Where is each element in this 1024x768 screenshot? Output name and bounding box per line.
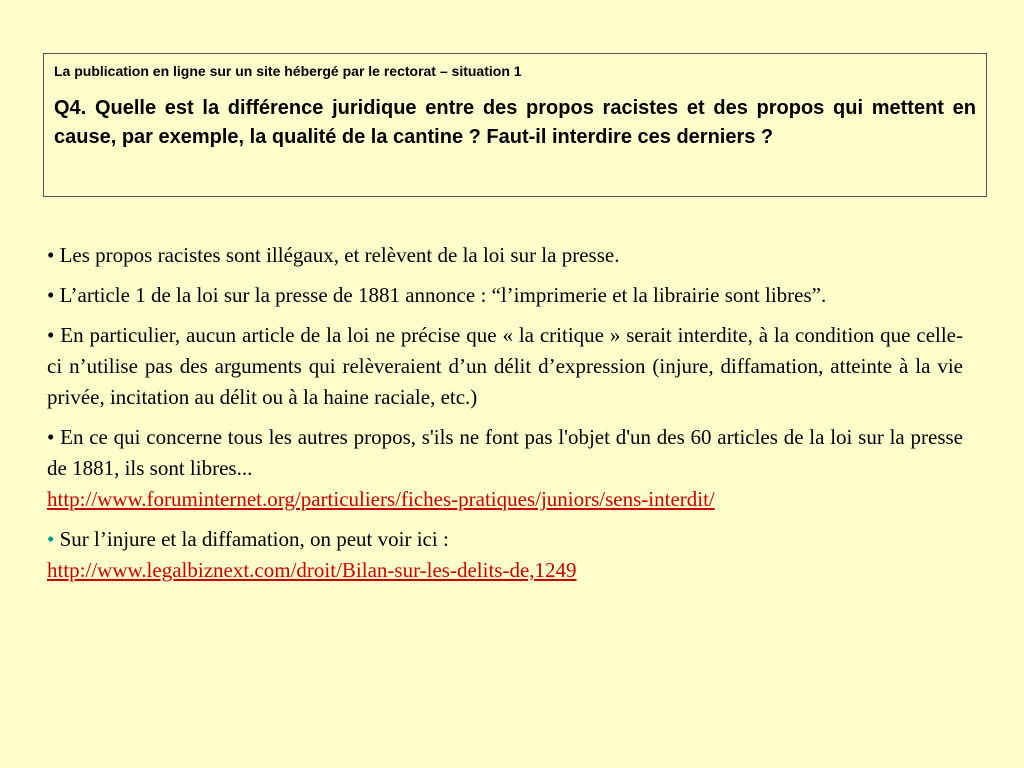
answer-content bbox=[47, 240, 963, 595]
bullet-marker-teal: • bbox=[47, 527, 55, 551]
bullet-item-4 bbox=[47, 422, 963, 515]
bullet-item-2 bbox=[47, 280, 963, 311]
foruminternet-link[interactable]: http://www.foruminternet.org/particuliers/fiches-pratiques/juniors/sens-interdit/ bbox=[47, 487, 715, 511]
bullet-text: L’article 1 de la loi sur la presse de 1881 annonce : “l’imprimerie et la librairie sont libres”. bbox=[59, 283, 827, 307]
bullet-marker: • bbox=[47, 323, 55, 347]
bullet-marker: • bbox=[47, 425, 55, 449]
bullet-text: Sur l’injure et la diffamation, on peut voir ici : bbox=[59, 527, 449, 551]
question-text: Q4. Quelle est la différence juridique entre des propos racistes et des propos qui mettent en cause, par exemple, la qualité de la cantine ? Faut-il interdire ces derniers ? bbox=[54, 97, 976, 148]
bullet-marker: • bbox=[47, 243, 55, 267]
bullet-item-1 bbox=[47, 240, 963, 271]
bullet-text: En particulier, aucun article de la loi ne précise que « la critique » serait interdite, à la condition que celle-ci n’utilise pas des arguments qui relèveraient d’un délit d’expression (injure, diffamation, atteinte à la vie privée, incitation au délit ou à la haine raciale, etc.) bbox=[47, 323, 963, 409]
bullet-text: Les propos racistes sont illégaux, et relèvent de la loi sur la presse. bbox=[59, 243, 620, 267]
bullet-item-5 bbox=[47, 524, 963, 586]
bullet-text: En ce qui concerne tous les autres propos, s'ils ne font pas l'objet d'un des 60 articles de la loi sur la presse de 1881, ils sont libres... bbox=[47, 425, 964, 480]
bullet-item-3 bbox=[47, 320, 963, 413]
question-box bbox=[43, 53, 987, 197]
legalbiznext-link[interactable]: http://www.legalbiznext.com/droit/Bilan-sur-les-delits-de,1249 bbox=[47, 558, 577, 582]
situation-subtitle: La publication en ligne sur un site hébergé par le rectorat – situation 1 bbox=[54, 63, 522, 79]
bullet-marker: • bbox=[47, 283, 55, 307]
